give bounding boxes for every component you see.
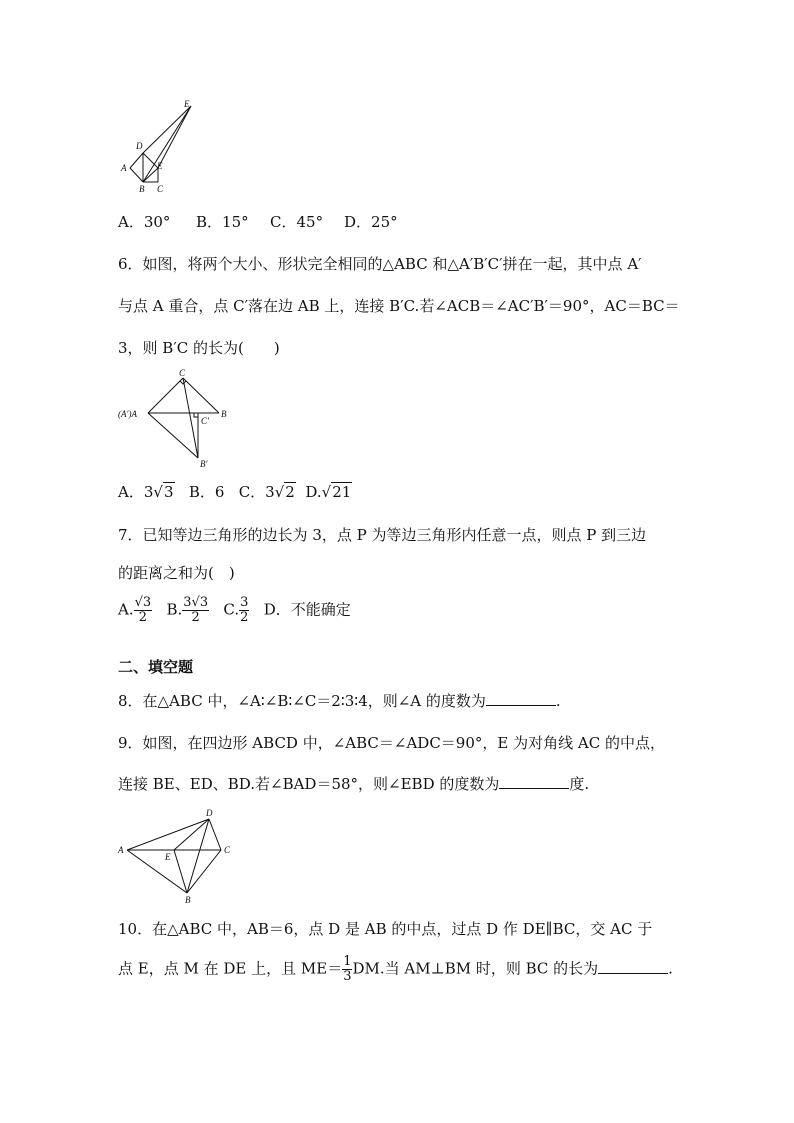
- q10-line-1: 10．在△ABC 中，AB＝6，点 D 是 AB 的中点，过点 D 作 DE∥BC，交 AC 于: [118, 920, 653, 938]
- q6-option-a-radicand: 3: [163, 483, 174, 501]
- q6-option-c-prefix: C．3: [238, 483, 275, 501]
- q9-label-d: D: [206, 808, 213, 818]
- q9-text-pre: 连接 BE、ED、BD.若∠BAD＝58°，则∠EBD 的度数为: [118, 775, 500, 793]
- q6-label-c-prime: C′: [201, 416, 209, 426]
- q5-option-d: D．25°: [344, 213, 398, 231]
- q10-text-mid: DM.当 AM⊥BM 时，则 BC 的长为: [352, 959, 599, 978]
- q9-text-post: 度.: [569, 775, 590, 793]
- q8-end: .: [555, 692, 561, 710]
- q6-line-3: 3，则 B′C 的长为( ): [118, 339, 280, 357]
- q6-option-b: B．6: [188, 483, 225, 501]
- q7-option-a-den: 2: [138, 610, 148, 625]
- q6-label-a: (A′)A: [118, 409, 137, 419]
- q8-text: 8．在△ABC 中，∠A∶∠B∶∠C＝2∶3∶4，则∠A 的度数为: [118, 692, 486, 710]
- q6-option-c-radical: √2: [274, 483, 295, 501]
- q5-option-b: B．15°: [196, 213, 249, 231]
- q7-option-a-prefix: A.: [118, 600, 134, 619]
- q6-option-d-radicand: 21: [332, 483, 352, 501]
- q10-frac-num: 1: [343, 954, 352, 969]
- q9-label-e: E: [165, 852, 171, 862]
- q10-line-2: [118, 955, 673, 984]
- q10-text-pre: 点 E，点 M 在 DE 上，且 ME＝: [118, 959, 343, 978]
- q10-fraction: [342, 955, 352, 984]
- q7-option-b-fraction: [182, 596, 209, 625]
- q7-option-c-prefix: C.: [223, 600, 240, 619]
- q5-label-e-mid: E: [157, 161, 163, 171]
- q7-option-c-num: 3: [240, 595, 249, 610]
- q6-option-c-radicand: 2: [285, 483, 295, 501]
- q5-label-b: B: [139, 184, 145, 194]
- q9-label-c: C: [224, 845, 231, 855]
- q6-figure: [115, 366, 245, 472]
- q7-options: [118, 596, 351, 625]
- q10-end: .: [668, 959, 673, 978]
- q9-line-2: [118, 773, 589, 794]
- q8-line: [118, 690, 561, 711]
- q6-label-b: B: [221, 409, 227, 419]
- q9-label-b: B: [185, 895, 191, 905]
- q6-label-c: C: [179, 368, 186, 378]
- q8-answer-blank[interactable]: [486, 704, 556, 706]
- q7-line-1: 7．已知等边三角形的边长为 3，点 P 为等边三角形内任意一点，则点 P 到三边: [118, 526, 647, 544]
- q6-option-d-prefix: D.: [305, 483, 322, 501]
- q6-label-b-prime: B′: [200, 459, 208, 469]
- q5-label-d: D: [136, 141, 143, 151]
- q10-frac-den: 3: [343, 969, 352, 984]
- q6-line-2: 与点 A 重合，点 C′落在边 AB 上，连接 B′C.若∠ACB＝∠AC′B′＝90°，AC＝BC＝: [118, 297, 680, 315]
- q7-option-d: D．不能确定: [263, 600, 351, 619]
- q7-option-a-num: √3: [134, 595, 152, 610]
- q5-label-e-top: E: [184, 99, 190, 109]
- q9-line-1: 9．如图，在四边形 ABCD 中，∠ABC＝∠ADC＝90°，E 为对角线 AC 的中点，: [118, 734, 665, 752]
- q6-line-1: 6．如图，将两个大小、形状完全相同的△ABC 和△A′B′C′拼在一起，其中点 A′: [118, 255, 642, 273]
- q7-option-c-den: 2: [240, 610, 249, 625]
- q9-answer-blank[interactable]: [499, 787, 569, 789]
- q10-answer-blank[interactable]: [598, 972, 668, 974]
- q9-label-a: A: [118, 845, 124, 855]
- q5-option-c: C．45°: [270, 213, 324, 231]
- q7-option-c-fraction: [239, 596, 249, 625]
- q9-figure: [115, 806, 240, 906]
- q6-option-a-prefix: A．3: [118, 483, 154, 501]
- q5-option-a: A．30°: [118, 213, 171, 231]
- q7-option-b-num: 3√3: [183, 595, 209, 610]
- q7-option-b-prefix: B.: [166, 600, 183, 619]
- q7-line-2: 的距离之和为( ): [118, 564, 235, 582]
- q6-option-a-radical: √3: [153, 483, 174, 501]
- q7-option-a-fraction: [134, 596, 153, 625]
- q5-label-c: C: [157, 184, 164, 194]
- q6-option-d-radical: √21: [321, 483, 352, 501]
- q5-figure: [115, 96, 200, 198]
- q6-options: [118, 481, 352, 502]
- q5-label-a: A: [121, 163, 127, 173]
- q7-option-b-den: 2: [191, 610, 200, 625]
- section-2-title: 二、填空题: [118, 658, 194, 676]
